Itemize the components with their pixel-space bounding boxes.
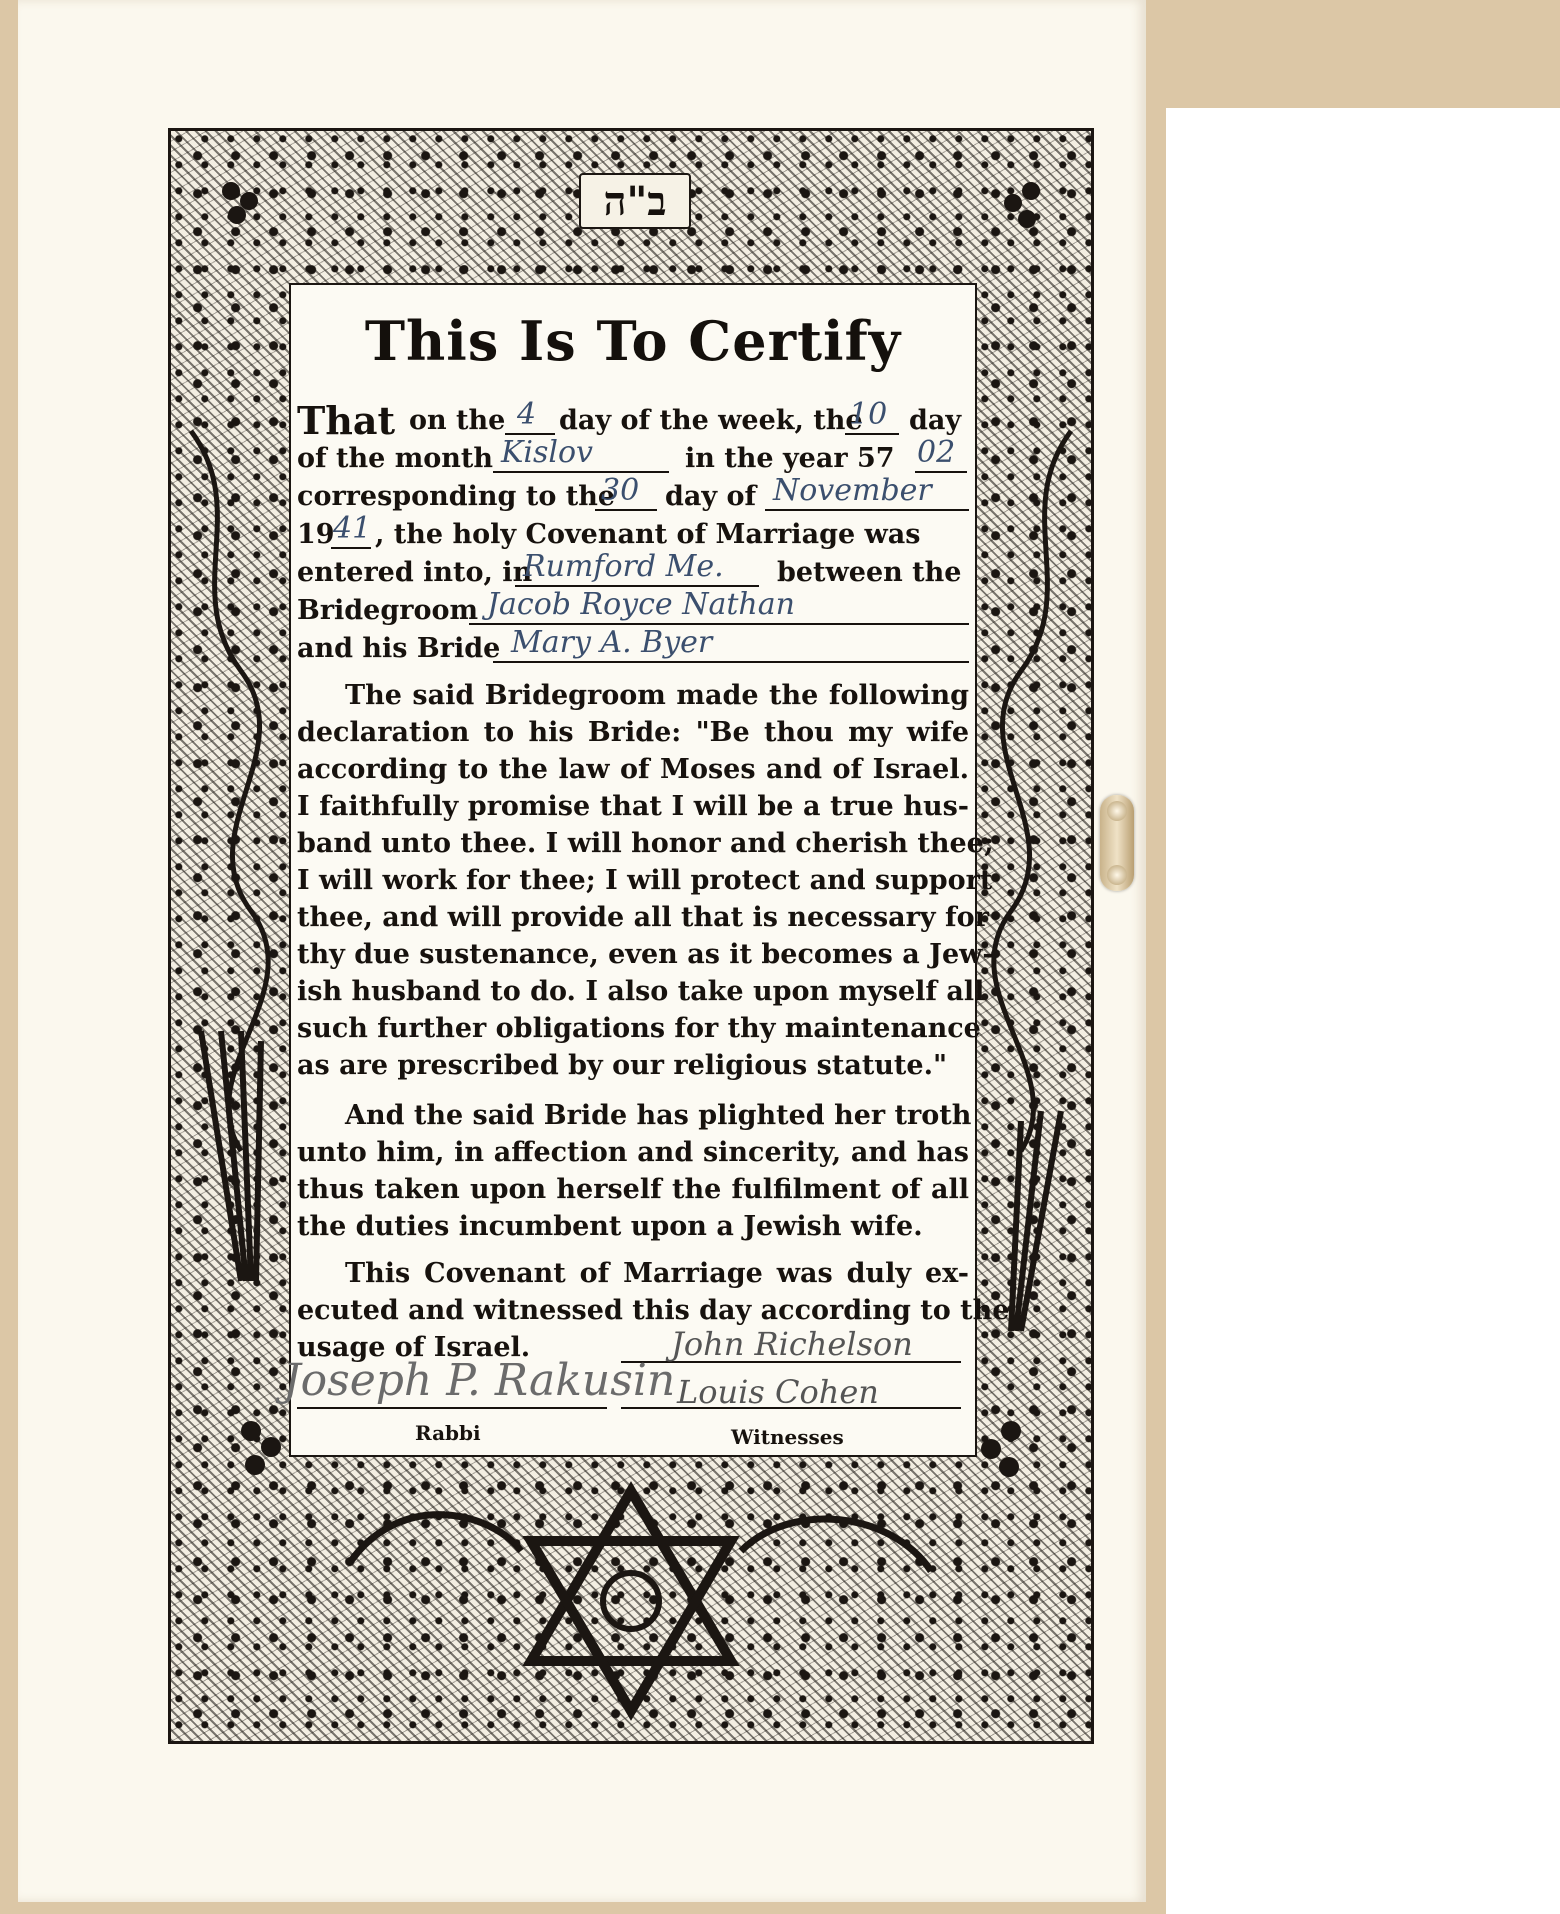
- line-bride: [297, 625, 969, 667]
- text-entered-into: entered into, in: [297, 557, 533, 588]
- handwritten-civil-year: 41: [333, 511, 372, 546]
- facing-blank-page: [1166, 108, 1560, 1914]
- declaration-line: ish husband to do. I also take upon myself all: [297, 976, 985, 1007]
- handwritten-place: Rumford Me.: [523, 549, 724, 584]
- rabbi-signature-line: [297, 1407, 607, 1409]
- text-on-the: on the: [409, 405, 506, 436]
- text-between-the: between the: [777, 557, 962, 588]
- text-day-of-week: day of the week, the: [559, 405, 863, 436]
- declaration-line: such further obligations for thy maintenance: [297, 1013, 981, 1044]
- certificate-title: This Is To Certify: [364, 309, 902, 373]
- text-bridegroom: Bridegroom: [297, 595, 479, 626]
- declaration-line: as are prescribed by our religious statute.": [297, 1050, 948, 1081]
- covenant-line: This Covenant of Marriage was duly ex-: [345, 1258, 969, 1289]
- text-nineteen: 19: [297, 519, 335, 550]
- text-in-the-year: in the year 57: [685, 443, 895, 474]
- text-and-his-bride: and his Bride: [297, 633, 501, 664]
- declaration-line: declaration to his Bride: "Be thou my wife: [297, 717, 969, 748]
- star-of-david: [531, 1491, 731, 1711]
- text-holy-covenant: , the holy Covenant of Marriage was: [375, 519, 921, 550]
- witness-signature-2: Louis Cohen: [677, 1373, 879, 1411]
- text-day: day: [909, 405, 962, 436]
- declaration-paragraph: [297, 677, 994, 1084]
- witnesses-label: Witnesses: [731, 1425, 844, 1449]
- declaration-line: thy due sustenance, even as it becomes a Jew-: [297, 939, 994, 970]
- certificate-text-panel: [283, 283, 1010, 1457]
- troth-line: And the said Bride has plighted her troth: [345, 1100, 972, 1131]
- first-word-that: That: [297, 398, 396, 443]
- handwritten-day-of-month: 10: [849, 397, 888, 432]
- covenant-line: ecuted and witnessed this day according to the: [297, 1295, 1010, 1326]
- troth-line: thus taken upon herself the fulfilment of all: [297, 1174, 969, 1205]
- text-corresponding: corresponding to the: [297, 481, 616, 512]
- rabbi-label: Rabbi: [415, 1421, 481, 1445]
- declaration-line: The said Bridegroom made the following: [345, 680, 969, 711]
- text-of-the-month: of the month: [297, 443, 494, 474]
- handwritten-bride: Mary A. Byer: [511, 625, 713, 660]
- handwritten-day-of-week: 4: [517, 397, 537, 432]
- troth-line: the duties incumbent upon a Jewish wife.: [297, 1211, 923, 1242]
- covenant-line: usage of Israel.: [297, 1332, 531, 1363]
- declaration-line: band unto thee. I will honor and cherish thee;: [297, 828, 994, 859]
- handwritten-bridegroom: Jacob Royce Nathan: [487, 587, 795, 622]
- hebrew-blessing-mark: ב"ה: [579, 173, 691, 229]
- handwritten-civil-day: 30: [601, 473, 640, 508]
- line-month: [297, 435, 969, 477]
- handwritten-year-suffix: 02: [917, 435, 956, 470]
- declaration-line: I will work for thee; I will protect and support: [297, 865, 993, 896]
- line-year: [297, 511, 969, 553]
- line-that: [297, 397, 969, 443]
- line-bridegroom: [297, 587, 969, 629]
- ornamental-border: [168, 128, 1094, 1744]
- declaration-line: thee, and will provide all that is necessary for: [297, 902, 989, 933]
- text-day-of: day of: [665, 481, 757, 512]
- troth-line: unto him, in affection and sincerity, and has: [297, 1137, 969, 1168]
- line-corresponding: [297, 473, 969, 515]
- declaration-line: I faithfully promise that I will be a true hus-: [297, 791, 969, 822]
- declaration-line: according to the law of Moses and of Israel.: [297, 754, 969, 785]
- rabbi-signature: Joseph P. Rakusin: [283, 1355, 676, 1406]
- folder-fastener: [1100, 795, 1134, 891]
- handwritten-month: Kislov: [501, 435, 594, 470]
- right-vine-decoration: [994, 431, 1071, 1151]
- witness-signature-1: John Richelson: [671, 1325, 913, 1363]
- handwritten-civil-month: November: [773, 473, 932, 508]
- bride-troth-paragraph: [297, 1097, 972, 1245]
- line-entered: [297, 549, 969, 591]
